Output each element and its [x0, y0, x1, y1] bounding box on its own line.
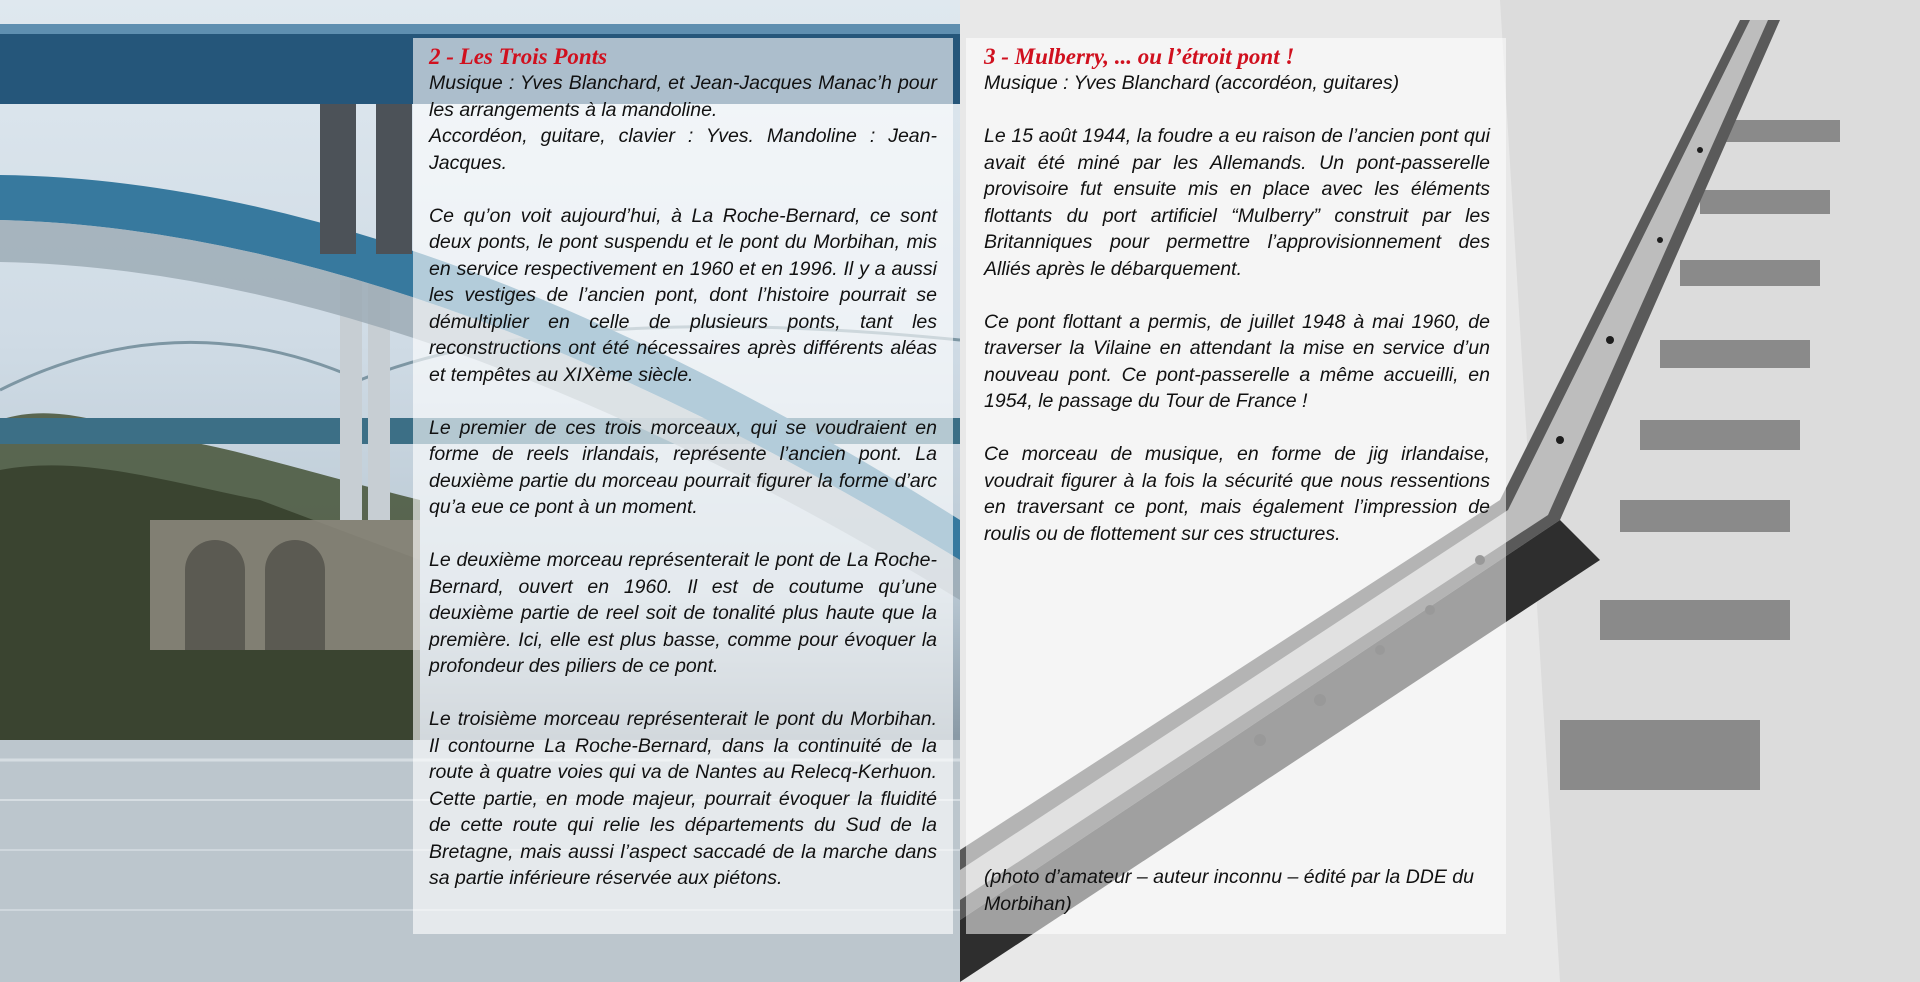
paragraph-4: Le troisième morceau représenterait le pont du Morbihan. Il contourne La Roche-Bernard, dans la continuité de la route à quatre voies qui va de Nantes au Relecq-Kerhuon. Cette partie, en mode majeur, pourrait évoquer la fluidité de cette route qui relie les départements du Sud de la Bretagne, mais aussi l’aspect saccadé de la marche dans sa partie inférieure réservée aux piétons.	[429, 708, 937, 889]
right-text-panel	[966, 38, 1506, 934]
paragraph-1: Le 15 août 1944, la foudre a eu raison de l’ancien pont qui avait été miné par les Allemands. Un pont-passerelle provisoire fut ensuite mis en place avec les éléments flottants du port artificiel “Mulberry” construit par les Britanniques pour permettre l’approvisionnement des Alliés après le débarquement.	[984, 125, 1490, 280]
paragraph-3: Ce morceau de musique, en forme de jig irlandaise, voudrait figurer à la fois la sécurité que nous ressentions en traversant ce pont, mais également l’impression de roulis ou de flottement sur ces structures.	[984, 443, 1490, 545]
paragraph-3: Le deuxième morceau représenterait le pont de La Roche-Bernard, ouvert en 1960. Il est de coutume qu’une deuxième partie de reel soit de tonalité plus haute que la première. Ici, elle est plus basse, comme pour évoquer la profondeur des piliers de ce pont.	[429, 549, 937, 677]
left-text-panel	[413, 38, 953, 934]
section-title-trois-ponts: 2 - Les Trois Ponts	[429, 44, 608, 69]
paragraph-2: Le premier de ces trois morceaux, qui se voudraient en forme de reels irlandais, représente l’ancien pont. La deuxième partie du morceau pourrait figurer la forme d’arc qu’a eue ce pont à un moment.	[429, 416, 937, 518]
photo-caption: (photo d’amateur – auteur inconnu – édité par la DDE du Morbihan)	[984, 866, 1474, 915]
paragraph-1: Ce qu’on voit aujourd’hui, à La Roche-Bernard, ce sont deux ponts, le pont suspendu et le pont du Morbihan, mis en service respectivement en 1960 et en 1996. Il y a aussi les vestiges de l’ancien pont, dont l’histoire pourrait se démultiplier en celle de plusieurs ponts, tant les reconstructions ont été nécessaires après différents aléas et tempêtes au XIXème siècle.	[429, 204, 937, 386]
credits-music: Musique : Yves Blanchard, et Jean-Jacques Manac’h pour les arrangements à la mandoline.	[429, 72, 937, 121]
credits-instruments: Accordéon, guitare, clavier : Yves. Mandoline : Jean-Jacques.	[429, 125, 937, 174]
section-title-mulberry: 3 - Mulberry, ... ou l’étroit pont !	[984, 44, 1295, 69]
paragraph-2: Ce pont flottant a permis, de juillet 1948 à mai 1960, de traverser la Vilaine en attendant la mise en service d’un nouveau pont. Ce pont-passerelle a même accueilli, en 1954, le passage du Tour de France !	[984, 310, 1490, 412]
credits-music: Musique : Yves Blanchard (accordéon, guitares)	[984, 72, 1400, 94]
